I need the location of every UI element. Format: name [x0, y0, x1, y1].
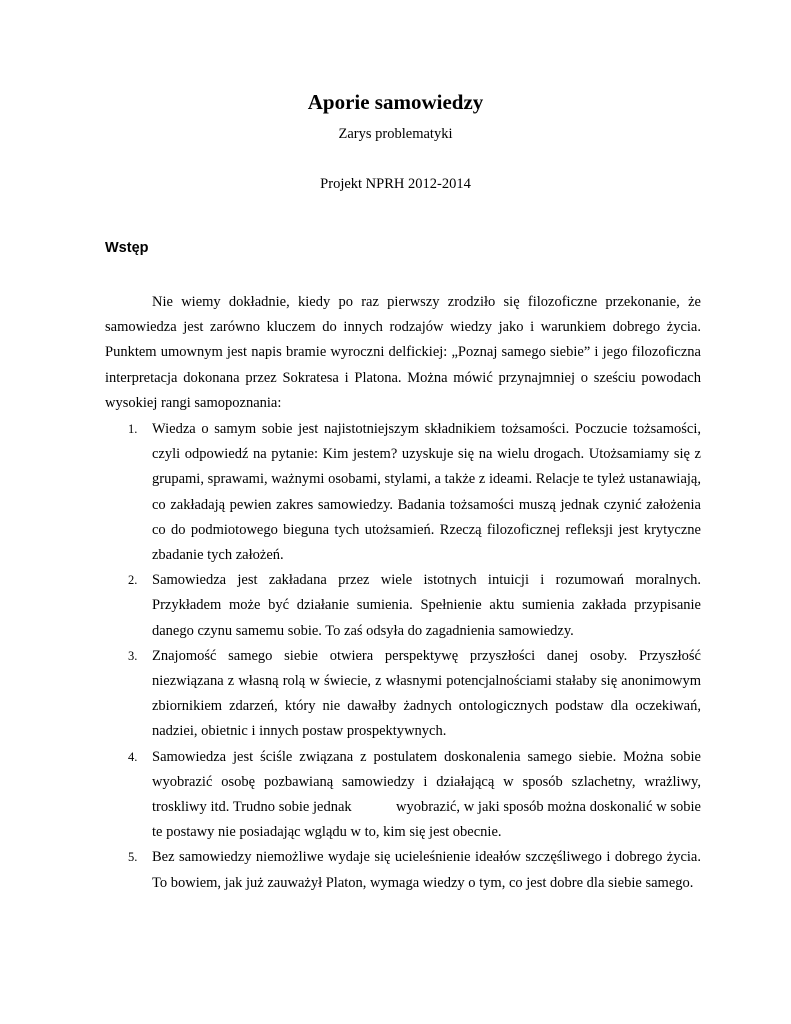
project-label: Projekt NPRH 2012-2014	[320, 176, 471, 192]
list-item-number: 1.	[128, 422, 138, 436]
list-item	[105, 568, 701, 644]
list-item	[105, 417, 701, 568]
list-item-number: 3.	[128, 648, 138, 663]
section-heading: Wstęp	[105, 240, 149, 256]
intro-paragraph: Nie wiemy dokładnie, kiedy po raz pierwszy zrodziło się filozoficzne przekonanie, że samowiedza jest zarówno kluczem do innych rodzajów wiedzy jako i warunkiem dobrego życia. Punktem umownym jest napis bramie wyroczni delfickiej: „Poznaj samego siebie” i jego filozoficzna interpretacja dokonana przez Sokratesa i Platona. Można mówić przynajmniej o sześciu powodach wysokiej rangi samopoznania:	[105, 294, 701, 411]
list-item-text: Samowiedza jest zakładana przez wiele istotnych intuicji i rozumowań moralnych. Przykładem może być działanie sumienia. Spełnienie aktu sumienia zakłada przypisanie danego czynu samemu sobie. To zaś odsyła do zagadnienia samowiedzy.	[152, 572, 701, 639]
list-item	[105, 845, 701, 895]
document-title: Aporie samowiedzy	[307, 90, 484, 114]
list-item	[105, 745, 705, 846]
document-subtitle: Zarys problematyki	[338, 126, 453, 142]
list-item-number: 5.	[128, 850, 138, 865]
list-item-text: Bez samowiedzy niemożliwe wydaje się ucieleśnienie ideałów szczęśliwego i dobrego życia. To bowiem, jak już zauważył Platon, wymaga wiedzy o tym, co jest dobre dla siebie samego.	[152, 849, 701, 891]
reasons-list	[105, 417, 705, 896]
list-item-text: Samowiedza jest ściśle związana z postulatem doskonalenia samego siebie. Można sobie wyobrazić osobę pozbawianą samowiedzy i działającą w sposób szlachetny, wrażliwy, troskliwy itd. Trudno sobie jednak wyobrazić, w jaki sposób można doskonalić w sobie te postawy nie posiadając wglądu w to, kim się jest obecnie.	[152, 748, 705, 841]
list-item-text: Znajomość samego siebie otwiera perspektywę przyszłości danej osoby. Przyszłość niezwiązana z własną rolą w świecie, z własnymi potencjalnościami stałaby się anonimowym zbiornikiem zdarzeń, który nie dawałby żadnych ontologicznych podstaw dla oczekiwań, nadziei, obietnic i innych postaw prospektywnych.	[152, 647, 701, 740]
list-item-number: 2.	[128, 573, 138, 588]
list-item	[105, 644, 701, 745]
list-item-number: 4.	[128, 749, 138, 764]
list-item-text: Wiedza o samym sobie jest najistotniejszym składnikiem tożsamości. Poczucie tożsamości, czyli odpowiedź na pytanie: Kim jestem? uzyskuje się na wielu drogach. Utożsamiamy się z grupami, sprawami, ważnymi osobami, stylami, a także z ideami. Relacje te tyleż ustanawiają, co zakładają pewien zakres samowiedzy. Badania tożsamości muszą jednak czynić założenia co do podmiotowego bieguna tych utożsamień. Rzeczą filozoficznej refleksji jest krytyczne zbadanie tych założeń.	[152, 421, 701, 564]
